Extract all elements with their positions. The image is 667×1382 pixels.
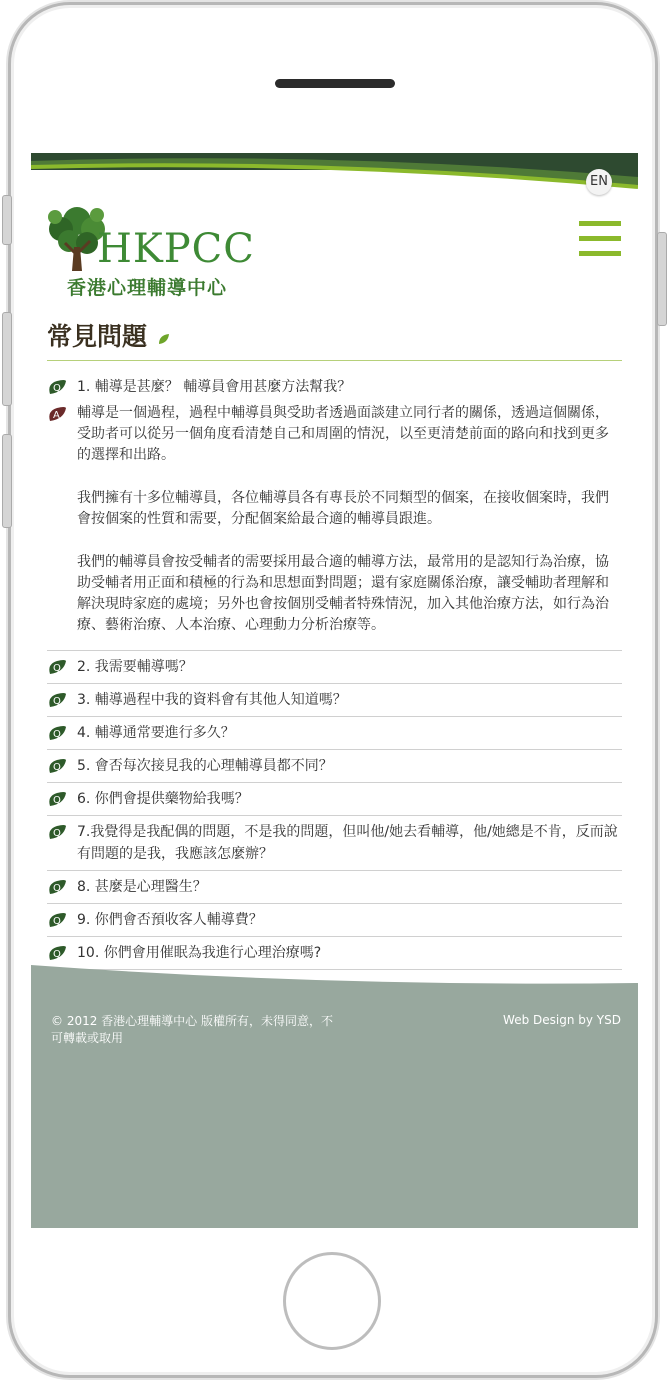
faq-question-text: 8. 甚麼是心理醫生？: [77, 879, 207, 895]
faq-question-text: 10. 你們會用催眠為我進行心理治療嗎?: [77, 945, 322, 961]
svg-text:Q: Q: [53, 696, 61, 707]
svg-text:Q: Q: [53, 795, 61, 806]
faq-question-text: 4. 輔導通常要進行多久？: [77, 725, 235, 741]
header-band: [31, 153, 638, 193]
footer-credit-link[interactable]: Web Design by YSD: [503, 1013, 621, 1027]
screen: [31, 153, 638, 1228]
faq-question-5[interactable]: [47, 750, 622, 783]
phone-volume-down: [2, 434, 12, 528]
footer-copyright: © 2012 香港心理輔導中心 版權所有，未得同意，不可轉載或取用: [51, 1014, 333, 1045]
logo-english-text: HKPCC: [97, 226, 255, 272]
faq-question-7[interactable]: [47, 816, 622, 871]
faq-question-text: 6. 你們會提供藥物給我嗎？: [77, 791, 249, 807]
faq-question-2[interactable]: [47, 651, 622, 684]
faq-answer-paragraph: 我們擁有十多位輔導員，各位輔導員各有專長於不同類型的個案，在接收個案時，我們會按個案的性質和需要，分配個案給最合適的輔導員跟進。: [77, 490, 609, 527]
svg-text:Q: Q: [53, 949, 61, 960]
svg-text:Q: Q: [53, 729, 61, 740]
phone-power-button: [657, 232, 667, 326]
q-icon: [47, 911, 67, 929]
faq-question-3[interactable]: [47, 684, 622, 717]
faq-question-6[interactable]: [47, 783, 622, 816]
faq-list: [47, 371, 622, 970]
hamburger-menu-icon[interactable]: [579, 221, 621, 257]
faq-question-text: 2. 我需要輔導嗎？: [77, 659, 193, 675]
language-toggle-button[interactable]: EN: [586, 169, 612, 195]
faq-question-text: 3. 輔導過程中我的資料會有其他人知道嗎？: [77, 692, 347, 708]
faq-answer-paragraph: 我們的輔導員會按受輔者的需要採用最合適的輔導方法，最常用的是認知行為治療，協助受輔者用正面和積極的行為和思想面對問題；還有家庭關係治療，讓受輔助者理解和解決現時家庭的處境；另外也會按個別受輔者特殊情況，加入其他治療方法，如行為治療、藝術治療、人本治療、心理動力分析治療等。: [77, 554, 609, 633]
svg-text:Q: Q: [53, 828, 61, 839]
faq-question-text: 9. 你們會否預收客人輔導費？: [77, 912, 263, 928]
q-icon: [47, 757, 67, 775]
svg-text:Q: Q: [53, 762, 61, 773]
leaf-icon: [158, 333, 170, 345]
phone-home-button[interactable]: [283, 1252, 381, 1350]
q-icon: [47, 823, 67, 841]
q-icon: [47, 878, 67, 896]
hkpcc-logo[interactable]: [45, 203, 255, 301]
faq-question-1[interactable]: [47, 371, 622, 403]
q-icon: [47, 790, 67, 808]
svg-text:Q: Q: [53, 883, 61, 894]
faq-answer-1: [47, 403, 622, 651]
faq-question-9[interactable]: [47, 904, 622, 937]
faq-question-4[interactable]: [47, 717, 622, 750]
faq-question-8[interactable]: [47, 871, 622, 904]
svg-text:A: A: [53, 410, 60, 421]
phone-silent-switch: [2, 195, 12, 245]
faq-question-text: 7.我覺得是我配偶的問題，不是我的問題，但叫他/她去看輔導，他/她總是不肯，反而說有問題的是我，我應該怎麼辦？: [77, 824, 618, 862]
phone-speaker: [275, 79, 395, 88]
q-icon: [47, 691, 67, 709]
footer-background: [31, 965, 638, 1228]
svg-text:Q: Q: [53, 916, 61, 927]
phone-volume-up: [2, 312, 12, 406]
q-icon: [47, 378, 67, 396]
q-icon: [47, 724, 67, 742]
a-icon: [47, 405, 67, 423]
svg-text:Q: Q: [53, 383, 61, 394]
q-icon: [47, 944, 67, 962]
q-icon: [47, 658, 67, 676]
faq-question-text: 5. 會否每次接見我的心理輔導員都不同？: [77, 758, 333, 774]
page-title: 常見問題: [47, 322, 148, 351]
faq-answer-paragraph: 輔導是一個過程，過程中輔導員與受助者透過面談建立同行者的關係，透過這個關係，受助者可以從另一個角度看清楚自己和周圍的情況，以至更清楚前面的路向和找到更多的選擇和出路。: [77, 405, 609, 463]
svg-text:Q: Q: [53, 663, 61, 674]
title-divider: [47, 360, 622, 361]
faq-question-text: 1. 輔導是甚麼？ 輔導員會用甚麼方法幫我？: [77, 379, 352, 395]
logo-chinese-text: 香港心理輔導中心: [67, 277, 228, 299]
